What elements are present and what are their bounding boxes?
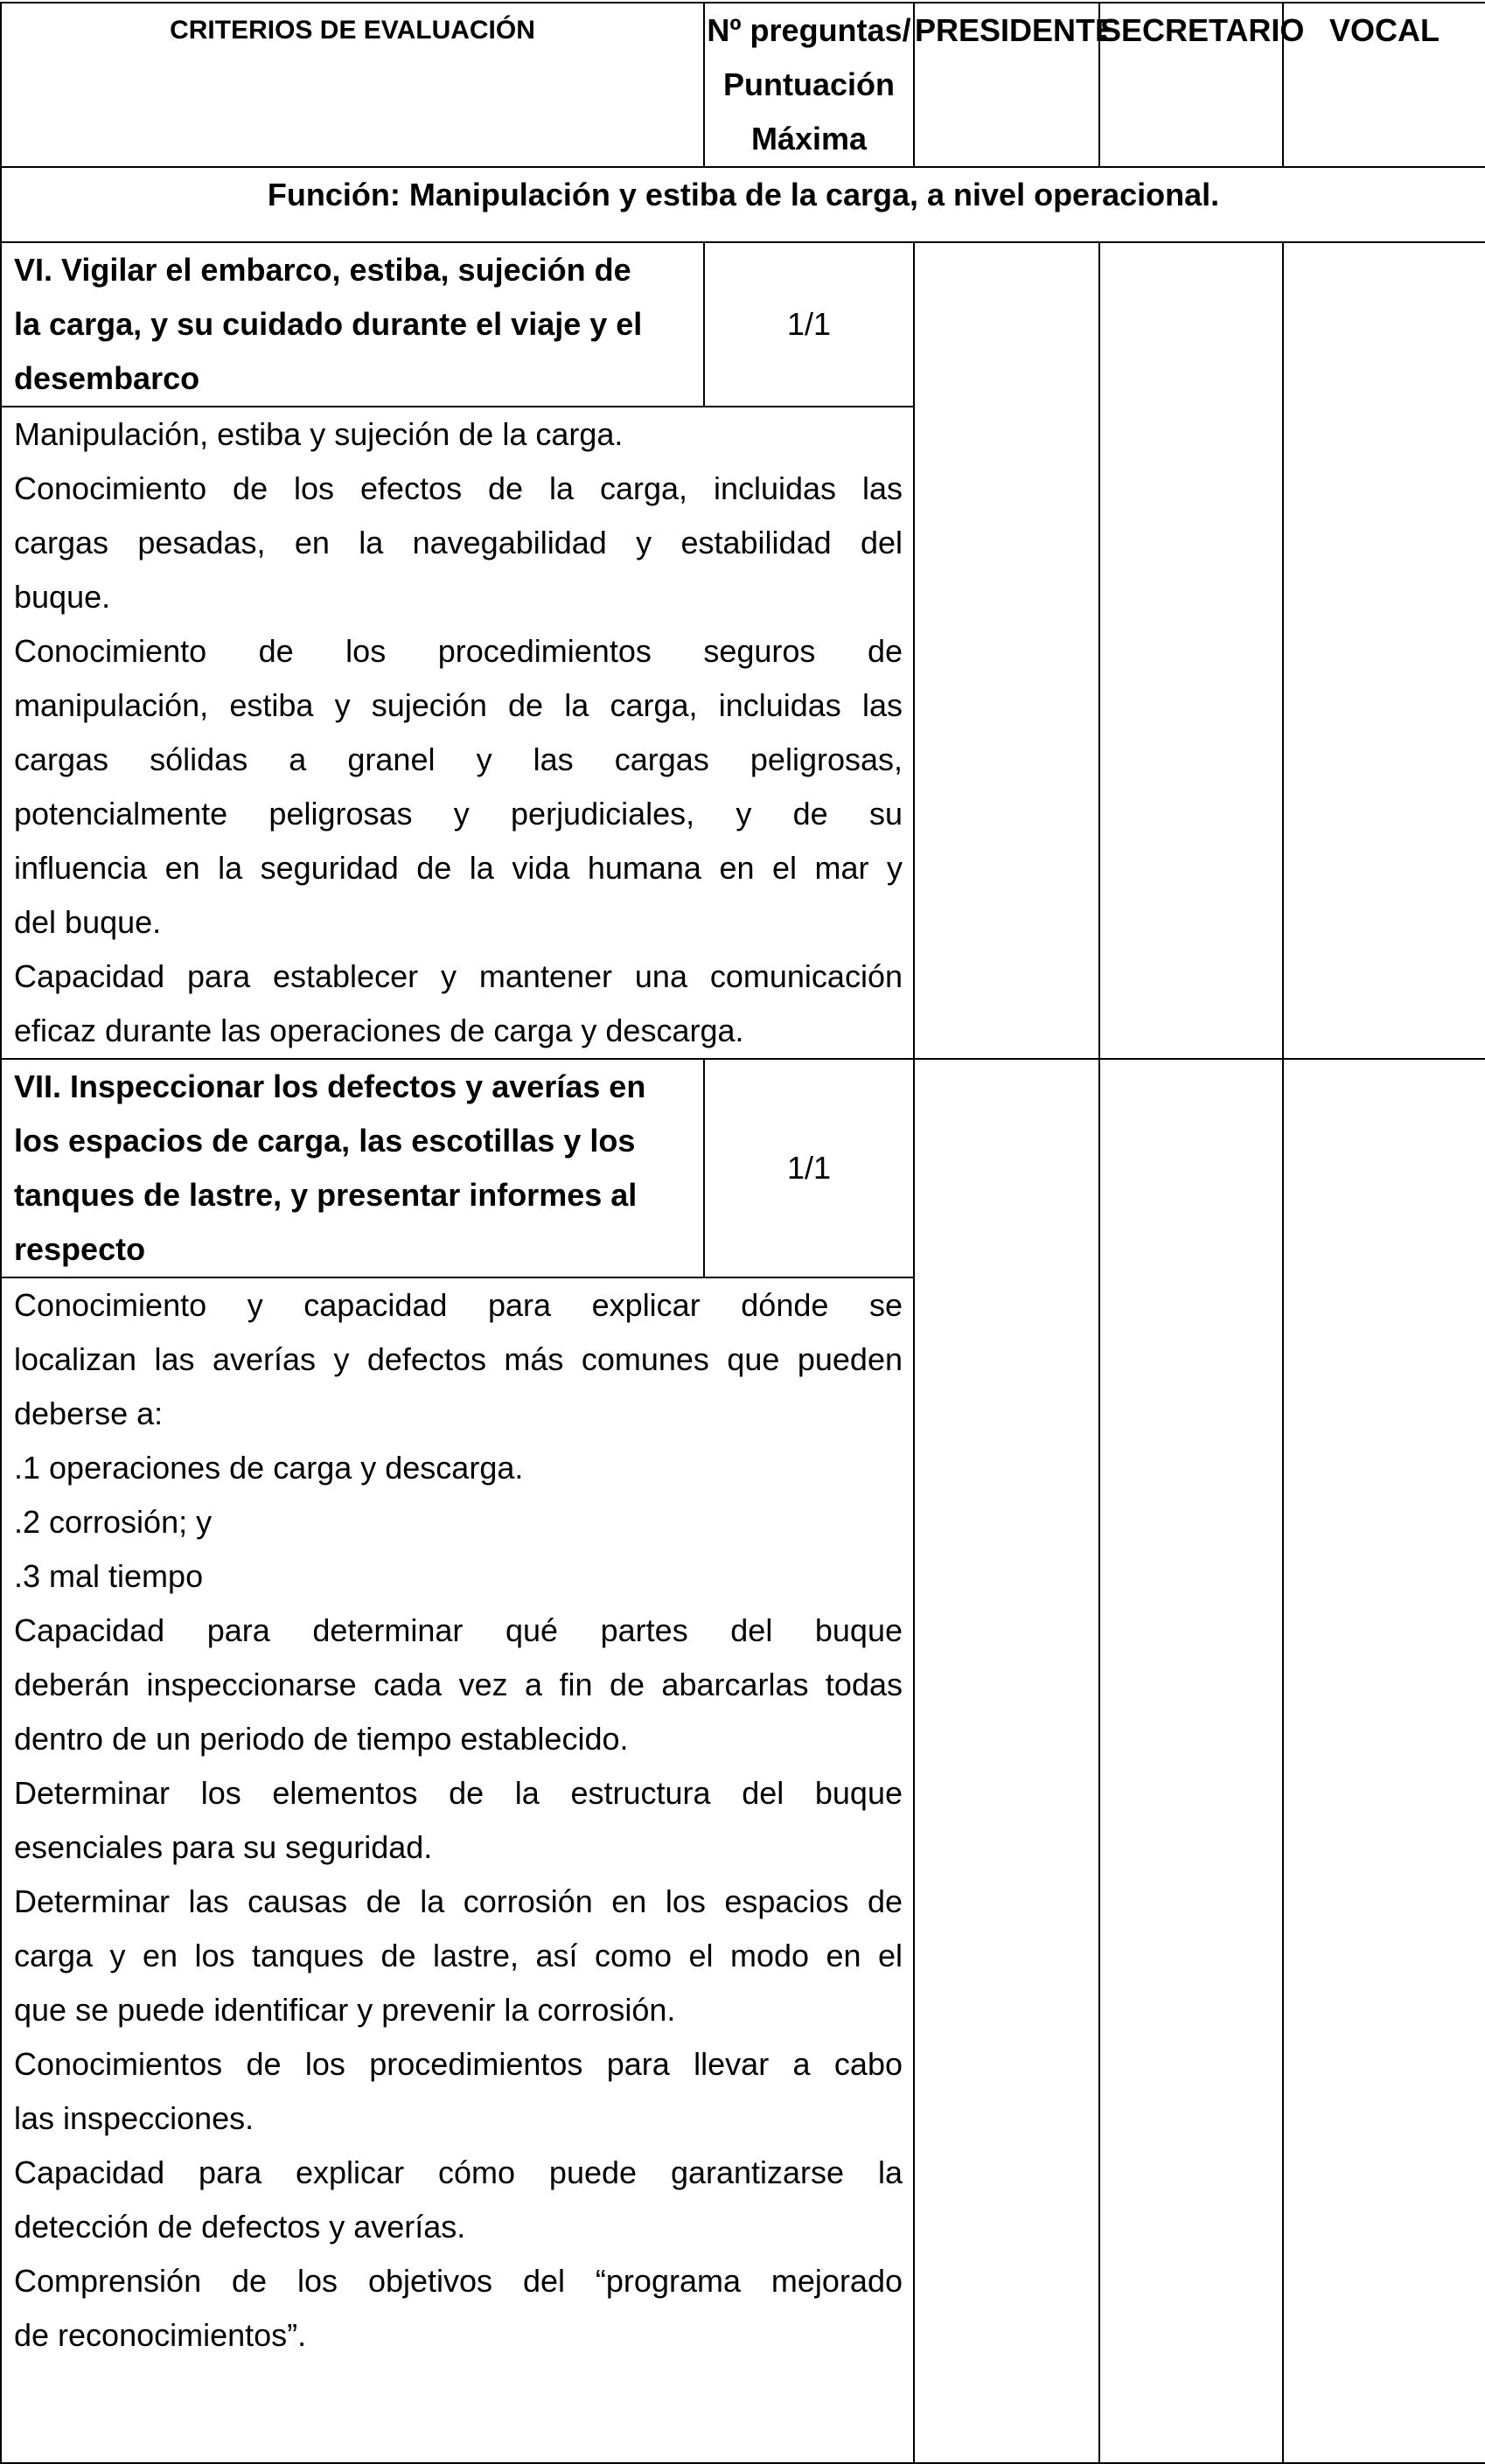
description-line: .3 mal tiempo bbox=[14, 1558, 204, 1594]
description-line: Conocimiento y capacidad para explicar dónde se bbox=[14, 1287, 903, 1323]
section-vi-title bbox=[1, 242, 704, 407]
description-line: esenciales para su seguridad. bbox=[14, 1829, 433, 1865]
section-vii-description bbox=[1, 1277, 914, 2463]
section-vii-title-line-4: respecto bbox=[14, 1231, 146, 1267]
section-vi-vocal-cell bbox=[1283, 242, 1485, 1059]
description-line: dentro de un periodo de tiempo establecido. bbox=[14, 1721, 629, 1757]
section-vii-title-line-1: VII. Inspeccionar los defectos y averías en bbox=[14, 1068, 646, 1104]
funcion-row bbox=[1, 167, 1485, 242]
section-vii-presidente-cell bbox=[914, 1059, 1099, 2463]
header-puntuacion bbox=[704, 3, 914, 167]
header-puntuacion-line-2: Puntuación bbox=[723, 66, 895, 102]
description-line: de reconocimientos”. bbox=[14, 2317, 307, 2353]
description-line: las inspecciones. bbox=[14, 2100, 254, 2136]
description-line: detección de defectos y averías. bbox=[14, 2209, 466, 2245]
section-vi-title-line-1: VI. Vigilar el embarco, estiba, sujeción de bbox=[14, 252, 631, 288]
section-vii-score: 1/1 bbox=[704, 1059, 914, 1277]
section-vi-description bbox=[1, 407, 914, 1059]
section-vi-title-line-2: la carga, y su cuidado durante el viaje y el bbox=[14, 306, 643, 342]
section-vii-desc-list bbox=[14, 1278, 903, 2363]
section-vi-secretario-cell bbox=[1099, 242, 1283, 1059]
description-line: potencialmente peligrosas y perjudiciales, y de su bbox=[14, 796, 903, 832]
evaluation-table bbox=[0, 2, 1485, 2464]
section-vi-score: 1/1 bbox=[704, 242, 914, 407]
description-line: deberse a: bbox=[14, 1396, 164, 1431]
section-vi-desc-list bbox=[14, 407, 903, 1058]
description-line: influencia en la seguridad de la vida humana en el mar y bbox=[14, 850, 903, 886]
section-vii-title-line-2: los espacios de carga, las escotillas y los bbox=[14, 1123, 636, 1159]
description-line: carga y en los tanques de lastre, así como el modo en el bbox=[14, 1938, 903, 1973]
description-line: Conocimiento de los procedimientos seguros de bbox=[14, 633, 903, 669]
description-line: localizan las averías y defectos más comunes que pueden bbox=[14, 1341, 903, 1377]
funcion-title: Función: Manipulación y estiba de la carga, a nivel operacional. bbox=[1, 167, 1485, 242]
section-vii-secretario-cell bbox=[1099, 1059, 1283, 2463]
section-vii-title-row bbox=[1, 1059, 1485, 1277]
section-vi-presidente-cell bbox=[914, 242, 1099, 1059]
header-puntuacion-line-3: Máxima bbox=[750, 121, 868, 157]
section-vi-title-row bbox=[1, 242, 1485, 407]
description-line: Conocimiento de los efectos de la carga, incluidas las bbox=[14, 470, 903, 506]
description-line: Determinar los elementos de la estructura del buque bbox=[14, 1775, 903, 1811]
description-line: cargas pesadas, en la navegabilidad y estabilidad del bbox=[14, 525, 903, 560]
header-vocal: VOCAL bbox=[1283, 3, 1485, 167]
header-row bbox=[1, 3, 1485, 167]
description-line: .2 corrosión; y bbox=[14, 1504, 213, 1540]
description-line: cargas sólidas a granel y las cargas peligrosas, bbox=[14, 741, 903, 777]
description-line: Capacidad para determinar qué partes del buque bbox=[14, 1612, 903, 1648]
description-line: del buque. bbox=[14, 904, 162, 940]
header-criterios: CRITERIOS DE EVALUACIÓN bbox=[1, 3, 704, 167]
description-line: buque. bbox=[14, 579, 111, 615]
description-line: eficaz durante las operaciones de carga y descarga. bbox=[14, 1013, 744, 1048]
section-vii-title bbox=[1, 1059, 704, 1277]
description-line: Determinar las causas de la corrosión en los espacios de bbox=[14, 1883, 903, 1919]
section-vii-vocal-cell bbox=[1283, 1059, 1485, 2463]
header-puntuacion-line-1: Nº preguntas/ bbox=[707, 12, 911, 48]
description-line: que se puede identificar y prevenir la corrosión. bbox=[14, 1992, 676, 2028]
description-line: Manipulación, estiba y sujeción de la carga. bbox=[14, 416, 624, 452]
description-line: manipulación, estiba y sujeción de la carga, incluidas las bbox=[14, 687, 903, 723]
header-secretario: SECRETARIO bbox=[1099, 3, 1283, 167]
description-line: Capacidad para explicar cómo puede garantizarse la bbox=[14, 2154, 903, 2190]
description-line: Comprensión de los objetivos del “programa mejorado bbox=[14, 2263, 903, 2299]
description-line: Conocimientos de los procedimientos para llevar a cabo bbox=[14, 2046, 903, 2082]
section-vii-title-line-3: tanques de lastre, y presentar informes al bbox=[14, 1177, 638, 1213]
description-line: Capacidad para establecer y mantener una comunicación bbox=[14, 958, 903, 994]
description-line: .1 operaciones de carga y descarga. bbox=[14, 1450, 524, 1486]
header-presidente: PRESIDENTE bbox=[914, 3, 1099, 167]
description-line: deberán inspeccionarse cada vez a fin de abarcarlas todas bbox=[14, 1667, 903, 1702]
section-vi-title-line-3: desembarco bbox=[14, 360, 200, 396]
